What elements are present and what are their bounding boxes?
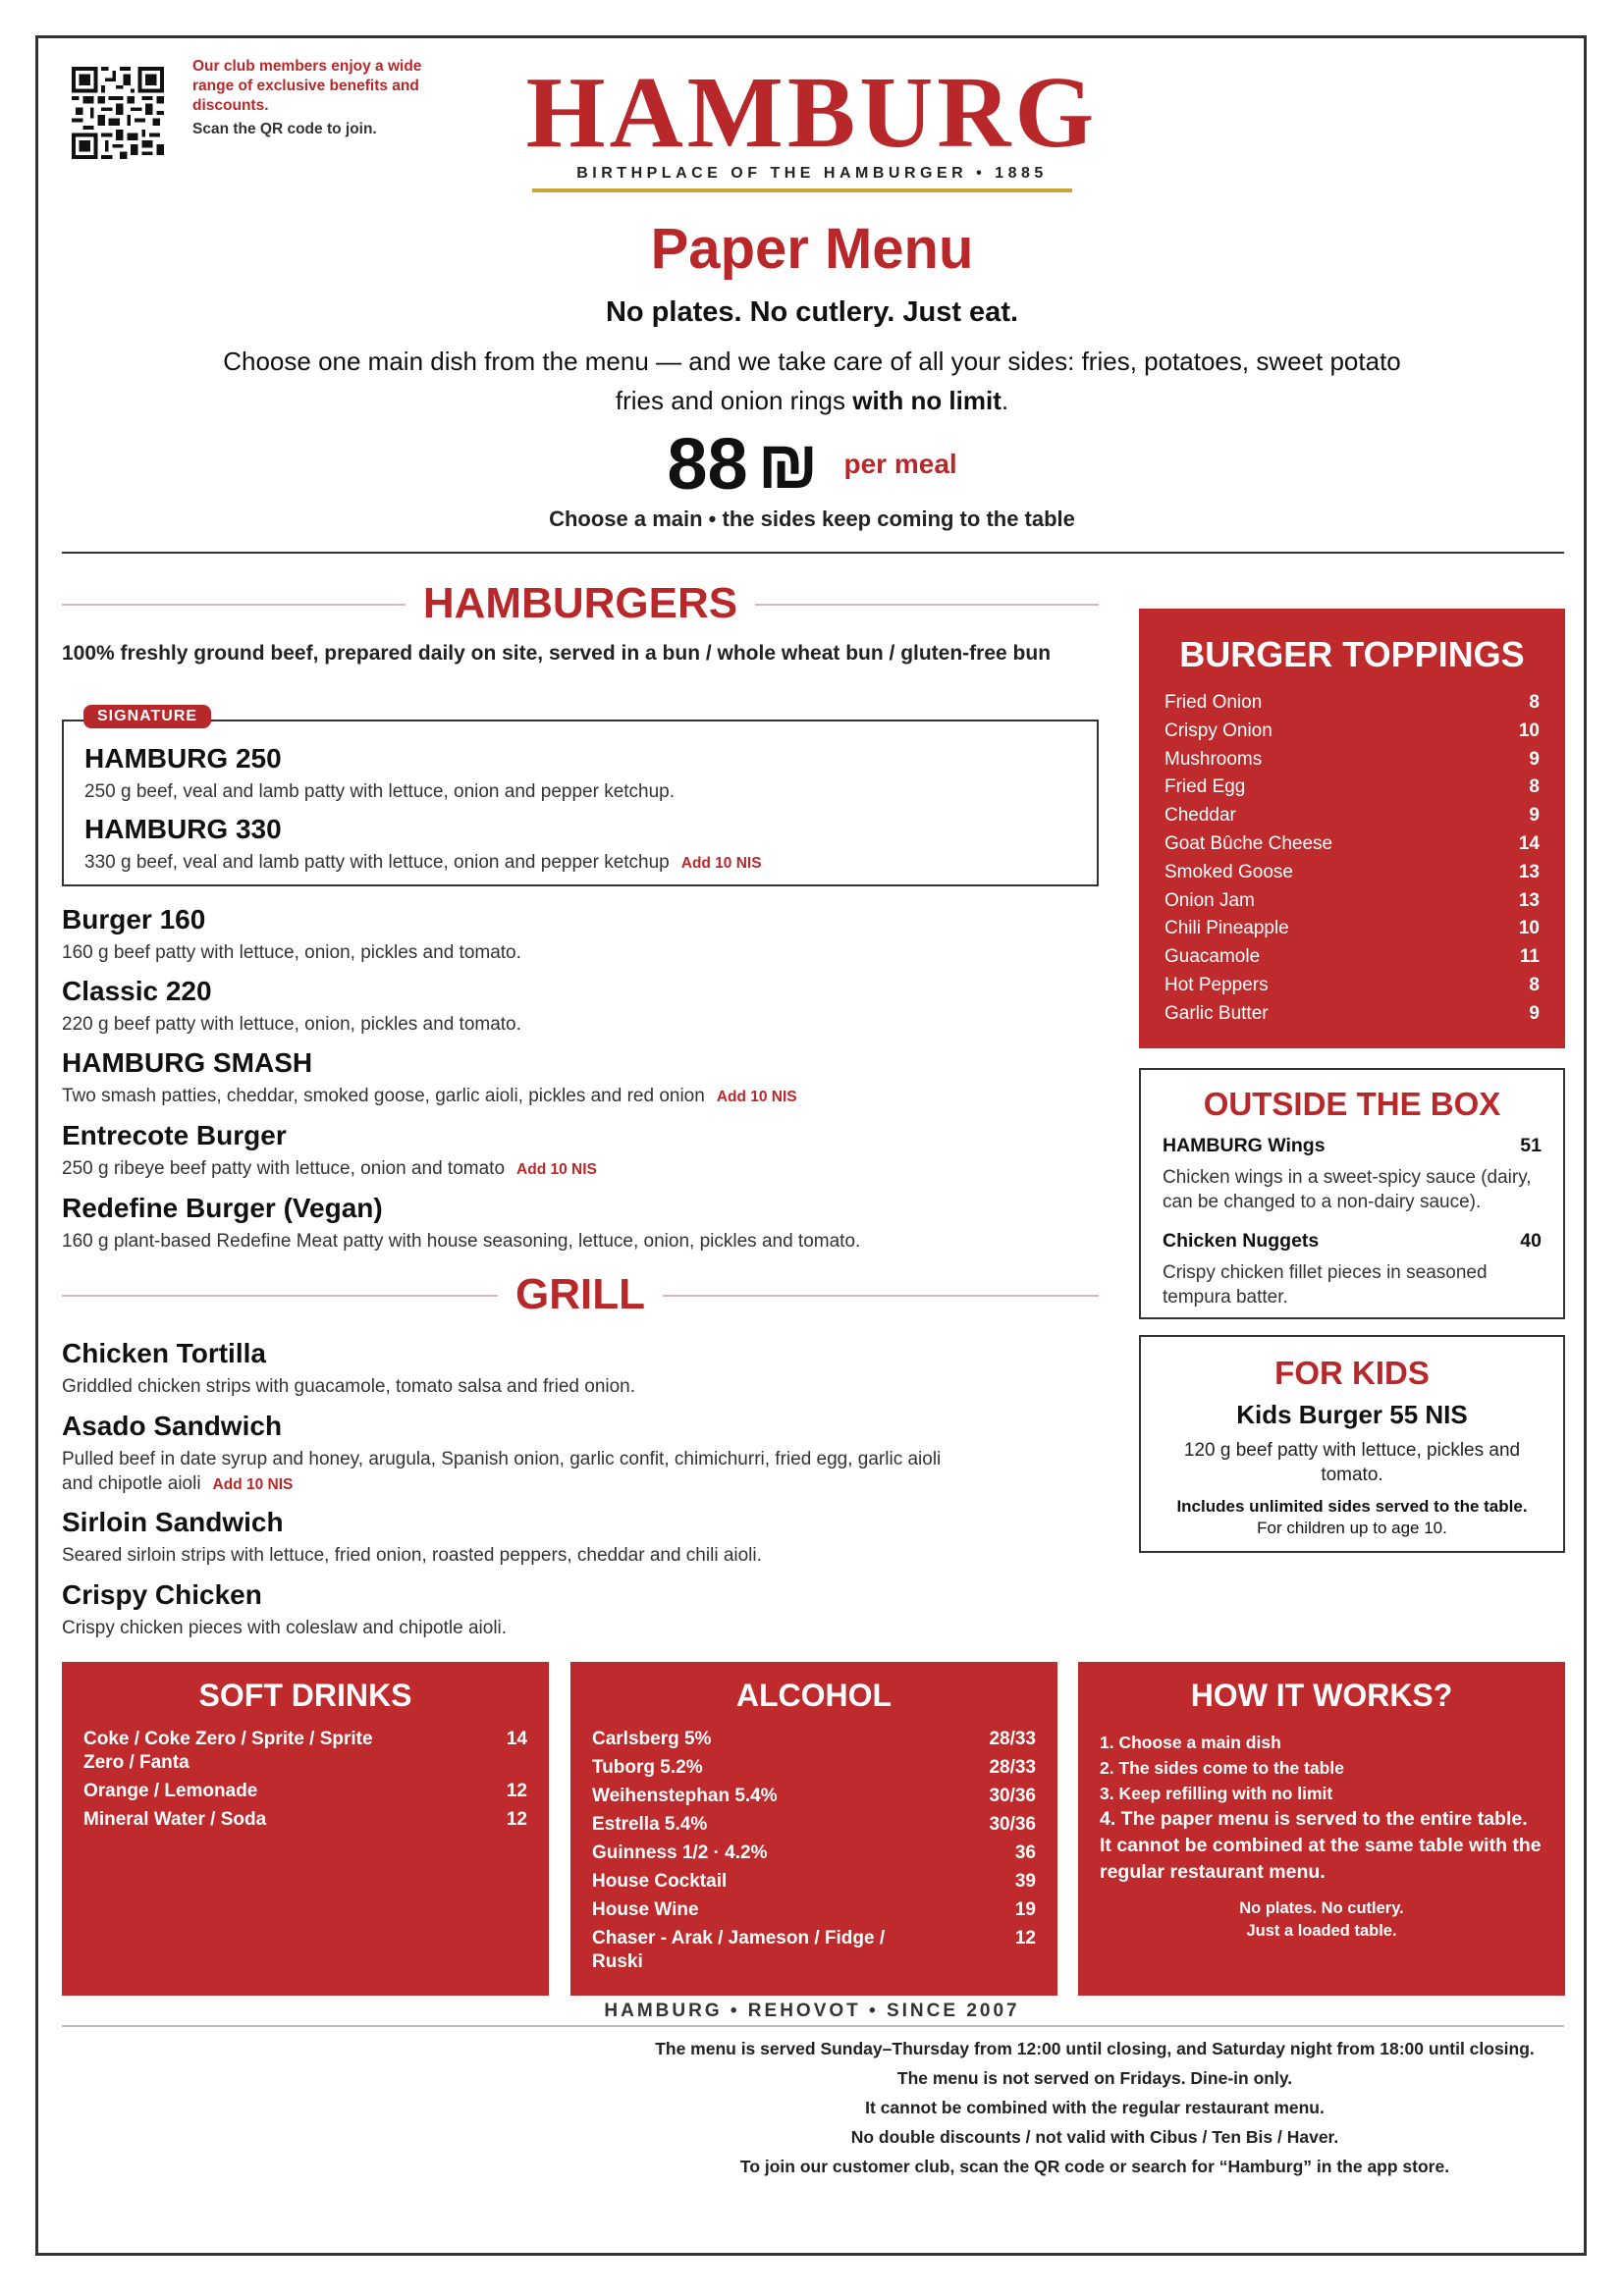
drink-price: 12 xyxy=(506,1781,527,1801)
topping-name: Fried Egg xyxy=(1164,776,1246,798)
item-desc: Seared sirloin strips with lettuce, fried onion, roasted peppers, cheddar and chili aioli. xyxy=(62,1545,762,1566)
footer-note: To join our customer club, scan the QR code or search for “Hamburg” in the app store. xyxy=(739,2157,1450,2176)
kids-includes: Includes unlimited sides served to the table. xyxy=(1176,1497,1528,1516)
item-desc: Griddled chicken strips with guacamole, tomato salsa and fried onion. xyxy=(62,1376,636,1397)
soft-drinks-title: SOFT DRINKS xyxy=(198,1678,412,1713)
menu-item xyxy=(62,903,1044,965)
topping-price: 10 xyxy=(1518,720,1540,741)
topping-name: Guacamole xyxy=(1164,946,1261,968)
list-item xyxy=(1164,830,1540,859)
item-desc: 160 g plant-based Redefine Meat patty with house seasoning, lettuce, onion, pickles and tomato. xyxy=(62,1231,861,1252)
toppings-box xyxy=(1139,609,1565,1048)
list-item xyxy=(592,1813,1036,1837)
item-desc: 330 g beef, veal and lamb patty with lettuce, onion and pepper ketchup xyxy=(84,852,670,873)
item-name: Redefine Burger (Vegan) xyxy=(62,1193,383,1223)
drink-name: House Cocktail xyxy=(592,1871,728,1892)
shekel-icon: ₪ xyxy=(757,425,819,503)
list-item xyxy=(83,1808,527,1832)
kids-item-desc: 120 g beef patty with lettuce, pickles and tomato. xyxy=(1183,1440,1521,1485)
drink-name: House Wine xyxy=(592,1899,699,1920)
outside-title: OUTSIDE THE BOX xyxy=(1203,1086,1501,1122)
drink-name: Weihenstephan 5.4% xyxy=(592,1786,778,1806)
how-it-works-box xyxy=(1078,1662,1565,1996)
brand-logo: HAMBURG xyxy=(525,56,1099,169)
soft-drinks-box xyxy=(62,1662,549,1996)
hero-desc-text: Choose one main dish from the menu — and we take care of all your sides: fries, potatoes, sweet potato fries and onion rings xyxy=(223,347,1401,415)
drink-name: Tuborg 5.2% xyxy=(592,1757,703,1778)
menu-item xyxy=(84,742,1066,804)
item-desc-row xyxy=(62,1447,946,1497)
price-per: per meal xyxy=(843,448,957,479)
item-addon-price: Add 10 NIS xyxy=(716,1089,797,1105)
hero-subtitle: No plates. No cutlery. Just eat. xyxy=(605,296,1019,328)
item-desc: 250 g beef, veal and lamb patty with lettuce, onion and pepper ketchup. xyxy=(84,781,676,802)
topping-price: 9 xyxy=(1529,748,1540,770)
drink-name: Coke / Coke Zero / Sprite / Sprite Zero / Fanta xyxy=(83,1729,373,1773)
how-footer-line: No plates. No cutlery. xyxy=(1239,1899,1404,1917)
header-divider xyxy=(62,552,1564,554)
topping-name: Cheddar xyxy=(1164,805,1236,827)
topping-price: 8 xyxy=(1529,776,1540,798)
club-scan-text: Scan the QR code to join. xyxy=(192,121,377,137)
menu-item xyxy=(84,813,1066,876)
list-item xyxy=(83,1728,527,1775)
hero-description xyxy=(196,342,1428,420)
footer-notes xyxy=(609,2034,1581,2181)
footer-note: No double discounts / not valid with Cibus / Ten Bis / Haver. xyxy=(850,2127,1339,2147)
list-item xyxy=(592,1785,1036,1808)
list-item xyxy=(592,1898,1036,1922)
club-benefits-text: Our club members enjoy a wide range of exclusive benefits and discounts. xyxy=(192,58,422,114)
list-item xyxy=(592,1756,1036,1780)
list-item xyxy=(592,1842,1036,1865)
list-item xyxy=(1164,1000,1540,1029)
drink-price: 14 xyxy=(506,1729,527,1749)
topping-price: 11 xyxy=(1519,946,1540,968)
item-name: Chicken Tortilla xyxy=(62,1338,266,1368)
footer-divider xyxy=(62,2025,1564,2027)
item-desc-row xyxy=(84,850,1066,876)
list-item xyxy=(1164,774,1540,802)
item-desc: Crispy chicken fillet pieces in seasoned tempura batter. xyxy=(1163,1262,1488,1308)
toppings-list xyxy=(1139,689,1565,1029)
list-item xyxy=(1164,718,1540,746)
outside-box xyxy=(1139,1068,1565,1319)
drink-price: 28/33 xyxy=(989,1729,1036,1749)
topping-name: Hot Peppers xyxy=(1164,974,1269,995)
how-footer-line: Just a loaded table. xyxy=(1246,1922,1397,1940)
drink-name: Chaser - Arak / Jameson / Fidge / Ruski xyxy=(592,1928,886,1972)
kids-box xyxy=(1139,1335,1565,1553)
topping-name: Chili Pineapple xyxy=(1164,918,1289,939)
item-name: Sirloin Sandwich xyxy=(62,1507,284,1537)
footer-note: The menu is not served on Fridays. Dine-in only. xyxy=(896,2068,1293,2088)
topping-name: Mushrooms xyxy=(1164,748,1263,770)
menu-item xyxy=(62,1192,1044,1254)
how-footer xyxy=(1078,1897,1565,1943)
menu-item xyxy=(62,1046,1044,1109)
item-desc: Chicken wings in a sweet-spicy sauce (dairy, can be changed to a non-dairy sauce). xyxy=(1163,1167,1532,1212)
alcohol-box xyxy=(570,1662,1057,1996)
list-item xyxy=(592,1870,1036,1894)
how-step: 4. The paper menu is served to the entire table. It cannot be combined at the same table with the regular restaurant menu. xyxy=(1100,1808,1542,1883)
page-title: Paper Menu xyxy=(650,217,974,281)
item-addon-price: Add 10 NIS xyxy=(516,1161,597,1178)
menu-item xyxy=(62,1337,1044,1399)
item-desc: Crispy chicken pieces with coleslaw and chipotle aioli. xyxy=(62,1618,508,1638)
list-item xyxy=(1164,972,1540,1000)
hamburgers-intro: 100% freshly ground beef, prepared daily on site, served in a bun / whole wheat bun / gluten-free bun xyxy=(62,642,1052,665)
established-line: HAMBURG • REHOVOT • SINCE 2007 xyxy=(604,2001,1020,2021)
drink-price: 39 xyxy=(1014,1871,1036,1892)
meal-price xyxy=(0,422,1624,506)
item-name: HAMBURG 250 xyxy=(84,743,282,774)
how-step: 2. The sides come to the table xyxy=(1100,1758,1344,1778)
list-item xyxy=(83,1780,527,1803)
drink-name: Orange / Lemonade xyxy=(83,1781,258,1801)
item-desc: 250 g ribeye beef patty with lettuce, onion and tomato xyxy=(62,1158,506,1179)
price-value: 88 xyxy=(667,423,748,505)
item-name: HAMBURG 330 xyxy=(84,814,282,844)
item-desc: 160 g beef patty with lettuce, onion, pickles and tomato. xyxy=(62,942,521,963)
gold-divider xyxy=(532,188,1072,192)
topping-price: 8 xyxy=(1529,974,1540,995)
topping-price: 13 xyxy=(1518,889,1540,911)
kids-title: FOR KIDS xyxy=(1274,1355,1430,1391)
item-name: Entrecote Burger xyxy=(62,1120,287,1150)
drink-price: 12 xyxy=(506,1809,527,1830)
grill-heading xyxy=(62,1270,1099,1319)
topping-price: 13 xyxy=(1518,861,1540,882)
topping-name: Fried Onion xyxy=(1164,692,1263,713)
hero-desc-end: . xyxy=(1001,386,1009,415)
alcohol-list xyxy=(570,1728,1057,1974)
hamburgers-heading xyxy=(62,579,1099,628)
item-addon-price: Add 10 NIS xyxy=(212,1476,294,1493)
list-item xyxy=(1164,887,1540,916)
how-title: HOW IT WORKS? xyxy=(1190,1678,1453,1713)
list-item xyxy=(1164,802,1540,830)
item-price: 40 xyxy=(1520,1230,1542,1252)
how-steps xyxy=(1078,1730,1565,1886)
item-name: Asado Sandwich xyxy=(62,1411,283,1441)
kids-item-name: Kids Burger 55 NIS xyxy=(1236,1400,1468,1429)
list-item xyxy=(592,1728,1036,1751)
menu-item xyxy=(62,1119,1044,1182)
item-desc-row xyxy=(62,1156,1044,1182)
item-addon-price: Add 10 NIS xyxy=(680,855,762,872)
drink-price: 19 xyxy=(1014,1899,1036,1920)
alcohol-title: ALCOHOL xyxy=(735,1678,893,1713)
item-name: Classic 220 xyxy=(62,976,212,1006)
list-item xyxy=(1164,859,1540,887)
footer-note: It cannot be combined with the regular restaurant menu. xyxy=(865,2098,1325,2117)
list-item xyxy=(592,1927,1036,1974)
topping-price: 14 xyxy=(1518,832,1540,854)
topping-price: 9 xyxy=(1529,805,1540,827)
topping-price: 10 xyxy=(1518,918,1540,939)
toppings-title: BURGER TOPPINGS xyxy=(1179,634,1525,674)
drink-price: 30/36 xyxy=(989,1786,1036,1806)
topping-name: Crispy Onion xyxy=(1164,720,1272,741)
topping-name: Goat Bûche Cheese xyxy=(1164,832,1333,854)
menu-item xyxy=(62,1506,1044,1568)
topping-price: 8 xyxy=(1529,692,1540,713)
list-item xyxy=(1164,943,1540,972)
item-name: Crispy Chicken xyxy=(62,1579,262,1610)
list-item xyxy=(1141,1135,1563,1157)
how-step: 3. Keep refilling with no limit xyxy=(1100,1784,1333,1803)
topping-price: 9 xyxy=(1529,1002,1540,1024)
item-price: 51 xyxy=(1520,1135,1542,1156)
item-desc-row xyxy=(62,1084,1044,1109)
drink-price: 36 xyxy=(1014,1842,1036,1863)
drink-name: Guinness 1/2 · 4.2% xyxy=(592,1842,768,1863)
drink-price: 28/33 xyxy=(989,1757,1036,1778)
list-item xyxy=(1164,746,1540,774)
hero-desc-bold: with no limit xyxy=(852,386,1001,415)
drink-price: 30/36 xyxy=(989,1814,1036,1835)
footer-note: The menu is served Sunday–Thursday from 12:00 until closing, and Saturday night from 18:00 until closing. xyxy=(655,2039,1535,2058)
grill-title: GRILL xyxy=(498,1270,663,1318)
menu-item xyxy=(62,975,1044,1037)
list-item xyxy=(1164,689,1540,718)
brand-tagline: BIRTHPLACE OF THE HAMBURGER • 1885 xyxy=(576,165,1048,182)
hamburgers-title: HAMBURGERS xyxy=(406,579,755,627)
list-item xyxy=(1164,915,1540,943)
item-name: Burger 160 xyxy=(62,904,206,934)
item-name: HAMBURG Wings xyxy=(1163,1135,1326,1156)
item-desc: Pulled beef in date syrup and honey, arugula, Spanish onion, garlic confit, chimichurri, fried egg, garlic aioli and chipotle aioli xyxy=(62,1449,942,1494)
list-item xyxy=(1141,1230,1563,1253)
item-desc: 220 g beef patty with lettuce, onion, pickles and tomato. xyxy=(62,1014,521,1035)
kids-age: For children up to age 10. xyxy=(1257,1519,1447,1537)
soft-drinks-list xyxy=(62,1728,549,1832)
menu-item xyxy=(62,1578,1044,1640)
signature-badge: SIGNATURE xyxy=(83,705,211,728)
item-name: Chicken Nuggets xyxy=(1163,1230,1320,1252)
drink-name: Carlsberg 5% xyxy=(592,1729,712,1749)
hero-note: Choose a main • the sides keep coming to the table xyxy=(549,507,1075,531)
topping-name: Onion Jam xyxy=(1164,889,1255,911)
item-name: HAMBURG SMASH xyxy=(62,1047,313,1078)
drink-name: Mineral Water / Soda xyxy=(83,1809,267,1830)
drink-price: 12 xyxy=(1014,1928,1036,1949)
menu-item xyxy=(62,1410,946,1497)
how-step: 1. Choose a main dish xyxy=(1100,1733,1281,1752)
topping-name: Smoked Goose xyxy=(1164,861,1293,882)
item-desc: Two smash patties, cheddar, smoked goose, garlic aioli, pickles and red onion xyxy=(62,1086,705,1106)
topping-name: Garlic Butter xyxy=(1164,1002,1269,1024)
drink-name: Estrella 5.4% xyxy=(592,1814,708,1835)
